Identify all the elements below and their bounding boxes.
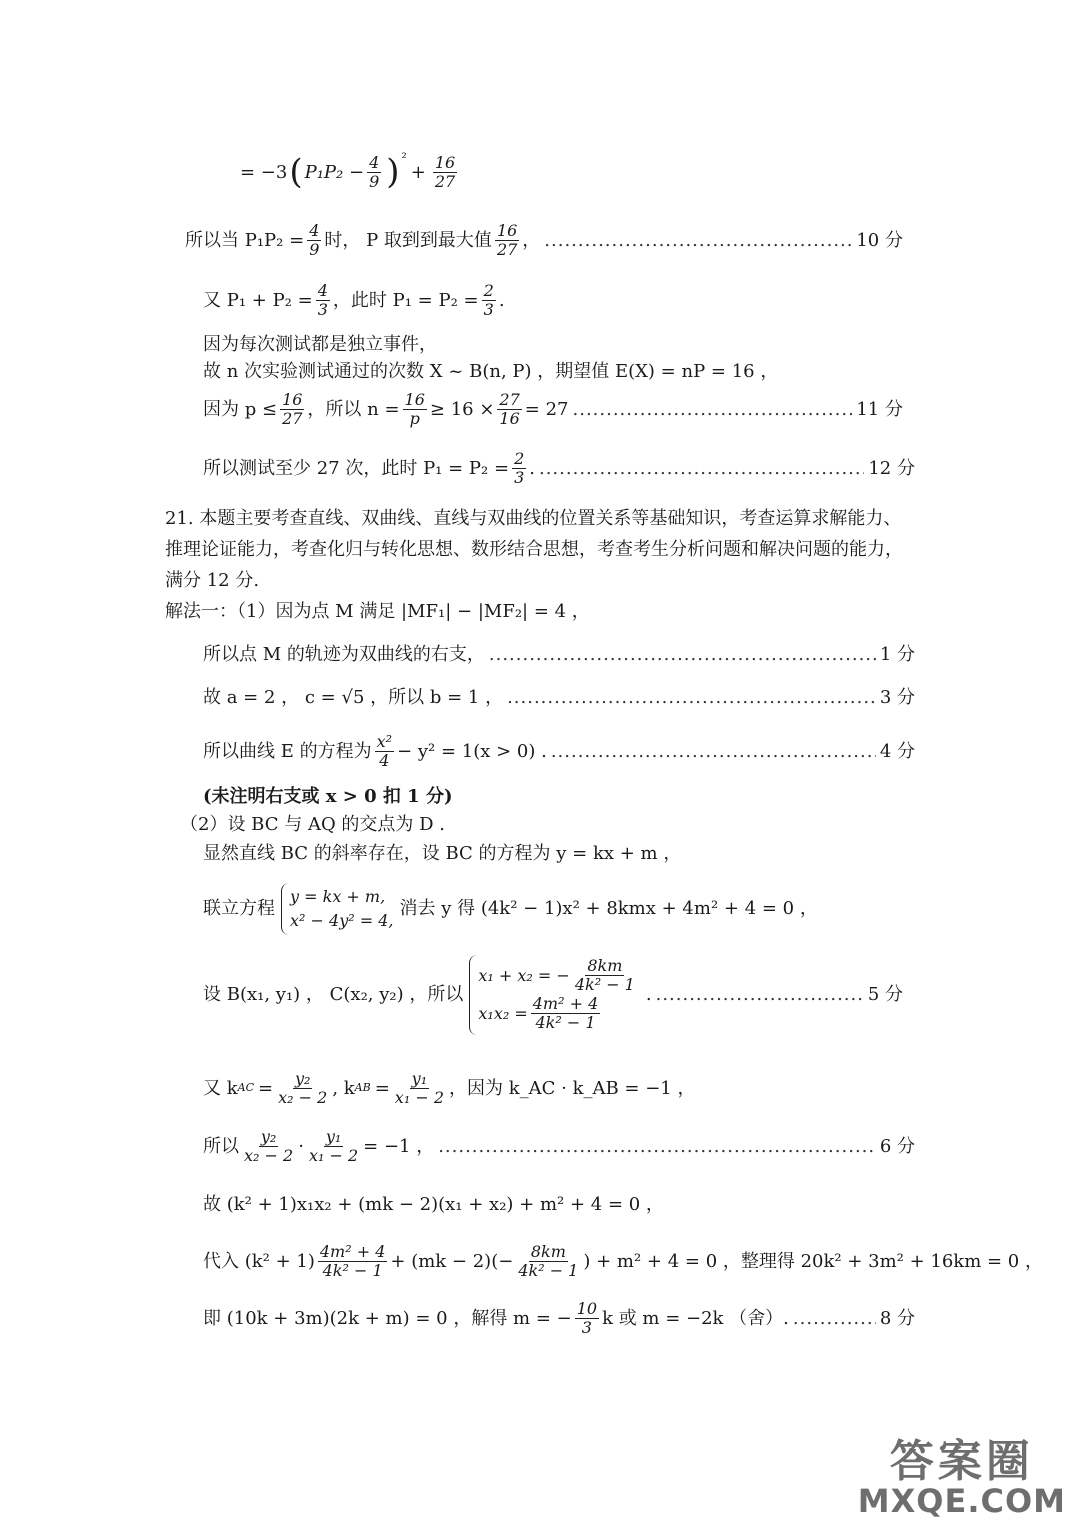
eq1-inner: P₁P₂ − (304, 161, 365, 183)
score-12: 12 分 (868, 457, 915, 479)
system-row-1: y = kx + m, (290, 887, 386, 906)
l6-text-a: 因为 p ≤ (203, 398, 278, 420)
watermark-logo (857, 1435, 1066, 1520)
l6-text-b: ，所以 n = (307, 398, 400, 420)
answer-line-4 (203, 733, 915, 771)
l12-text-b: − y² = 1(x > 0) . (397, 740, 547, 762)
l3-text-a: 又 P₁ + P₂ = (203, 289, 313, 311)
fraction-10-3: $\frac{10}{3}$ (576, 1299, 598, 1338)
deduction-note (203, 785, 453, 809)
equation-line-1 (240, 150, 460, 196)
dot-leader (793, 1307, 876, 1331)
fraction-2-3: $\frac{2}{3}$ (483, 281, 494, 320)
l2-text-c: ， (522, 229, 541, 251)
fraction-y1-b: $\frac{\text{y₁}}{\text{x₁ − 2}}$ (308, 1127, 359, 1166)
l10-text: 所以点 M 的轨迹为双曲线的右支， (203, 644, 485, 665)
dot-leader (539, 457, 864, 481)
equals: = (258, 1077, 274, 1099)
dot-operator: · (298, 1135, 304, 1157)
l17-text-a: 设 B(x₁, y₁) ， C(x₂, y₂) ，所以 (203, 983, 464, 1005)
sub-ab: AB (354, 1081, 371, 1095)
equation-system (281, 883, 394, 935)
sub-ac: AC (237, 1081, 255, 1095)
score-11: 11 分 (856, 398, 903, 420)
right-paren: ) (386, 152, 400, 192)
score-1: 1 分 (879, 644, 915, 665)
eq1-prefix: = −3 (240, 161, 288, 183)
fraction-y2: $\frac{\text{y₂}}{\text{x₂ − 2}}$ (278, 1069, 328, 1108)
answer-line-3 (203, 686, 915, 710)
fraction-16-27-c: $\frac{16}{27}$ (282, 390, 303, 429)
l21-text-a: 代入 (k² + 1) (203, 1250, 315, 1272)
l22-text-a: 即 (10k + 3m)(2k + m) = 0 ，解得 m = − (203, 1307, 572, 1329)
answer-line-1 (203, 643, 915, 667)
l21-text-c: ) + m² + 4 = 0 ，整理得 20k² + 3m² + 16km = 0 ， (583, 1250, 1043, 1272)
l12-text-a: 所以曲线 E 的方程为 (203, 740, 372, 762)
fraction-y1: $\frac{\text{y₁}}{\text{x₁ − 2}}$ (394, 1069, 444, 1108)
score-8: 8 分 (879, 1307, 915, 1329)
l3-text-b: ，此时 P₁ = P₂ = (332, 289, 479, 311)
l19-text-a: 所以 (203, 1135, 239, 1157)
left-paren: ( (289, 152, 303, 192)
system-row-2: x² − 4y² = 4, (290, 911, 394, 930)
l22-text-b: k 或 m = −2k （舍）. (602, 1307, 789, 1329)
l16-text-a: 联立方程 (203, 897, 275, 919)
problem-21-description (165, 503, 915, 596)
score-6: 6 分 (879, 1135, 915, 1157)
fraction-27-16: $\frac{27}{16}$ (499, 390, 520, 429)
dot-leader (489, 643, 876, 667)
slope-line (203, 842, 681, 866)
answer-line-6 (203, 1128, 915, 1166)
l7-text-b: . (529, 457, 535, 479)
slope-product-line (203, 1070, 695, 1108)
dot-leader (573, 398, 853, 422)
fraction-4-9: $\frac{4}{9}$ (369, 153, 380, 192)
dot-leader (544, 229, 852, 253)
expansion-line (203, 1193, 664, 1217)
watermark-bottom-text: MXQE.COM (857, 1481, 1066, 1520)
l7-text-a: 所以测试至少 27 次，此时 P₁ = P₂ = (203, 457, 510, 479)
part-two-header (180, 813, 445, 837)
l18-text-c: ，因为 k_AC · k_AB = −1 ， (449, 1077, 696, 1099)
fraction-y2-b: y₂ x₂ − 2 (244, 1127, 294, 1166)
fraction-4m2: 4m² + 4 4k² − 1 (319, 1242, 386, 1281)
dot-leader (507, 686, 876, 710)
l6-text-d: = 27 (524, 398, 569, 420)
fraction-2-3-b: $\frac{2}{3}$ (514, 449, 525, 488)
system-equation-line (203, 883, 818, 935)
l18-text-a: 又 k (203, 1077, 238, 1099)
score-4: 4 分 (879, 740, 915, 762)
equals-2: = (374, 1077, 390, 1099)
score-3: 3 分 (879, 687, 915, 708)
fraction-8km: $\frac{8km}{\text{4k² − 1}}$ (518, 1242, 579, 1281)
answer-line-5 (203, 955, 903, 1035)
fraction-4-9-b: $\frac{4}{9}$ (309, 221, 320, 260)
answer-line-12 (203, 450, 915, 488)
l6-text-c: ≥ 16 × (429, 398, 495, 420)
answer-line-10 (185, 222, 903, 260)
vieta-row-1: x₁ + x₂ = − $\frac{8km}{\text{4k² − 1}}$ (478, 956, 635, 995)
l21-text-b: + (mk − 2)(− (390, 1250, 514, 1272)
answer-line-8 (203, 1300, 915, 1338)
l14-text: （2）设 BC 与 AQ 的交点为 D . (180, 814, 446, 835)
answer-line-sum (203, 282, 505, 320)
plus-sign: + (410, 161, 426, 183)
l11-text: 故 a = 2 ， c = √5 ，所以 b = 1 ， (203, 687, 504, 708)
l9-text: 解法一：（1）因为点 M 满足 |MF₁| − |MF₂| = 4 ， (165, 601, 590, 622)
l17-text-b: . (645, 983, 652, 1005)
l18-text-b: , k (332, 1077, 355, 1099)
score-5: 5 分 (867, 983, 903, 1005)
square-exponent: ² (401, 151, 407, 167)
solution-one-header (165, 600, 590, 624)
l5-text: 故 n 次实验测试通过的次数 X ~ B(n, P) ，期望值 E(X) = nP = 16 ， (203, 361, 779, 382)
l15-text: 显然直线 BC 的斜率存在，设 BC 的方程为 y = kx + m ， (203, 843, 682, 864)
independent-events-line (203, 333, 437, 357)
l13-note: (未注明右支或 x > 0 扣 1 分) (203, 786, 453, 807)
vieta-row-2: x₁x₂ = $\frac{\text{4m² + 4}}{\text{4k² − 1}}$ (478, 993, 599, 1033)
fraction-4-3: $\frac{4}{3}$ (317, 281, 328, 320)
l2-text-a: 所以当 P₁P₂ = (185, 229, 305, 251)
dot-leader (551, 740, 876, 764)
l8-text: 21. 本题主要考查直线、双曲线、直线与双曲线的位置关系等基础知识，考查运算求解能力、推理论证能力，考查化归与转化思想、数形结合思想，考查考生分析问题和解决问题的能力，满分 12 分. (165, 508, 903, 591)
substitution-line (203, 1243, 1043, 1281)
fraction-16-27-b: 16 27 (496, 221, 518, 260)
watermark-top-text: 答案圈 (889, 1435, 1034, 1487)
l4-text: 因为每次测试都是独立事件， (203, 334, 437, 355)
l19-text-b: = −1 ， (363, 1135, 435, 1157)
vieta-system (469, 955, 639, 1035)
binomial-line (203, 360, 778, 384)
l2-text-b: 时， P 取到到最大值 (324, 229, 492, 251)
fraction-16-27: $\frac{16}{27}$ (434, 153, 456, 192)
answer-line-11 (203, 391, 903, 429)
l16-text-b: 消去 y 得 (4k² − 1)x² + 8kmx + 4m² + 4 = 0 ， (399, 897, 818, 919)
score-10: 10 分 (856, 229, 903, 251)
dot-leader (656, 983, 864, 1007)
fraction-x2-4: x² 4 (376, 732, 393, 771)
l20-text: 故 (k² + 1)x₁x₂ + (mk − 2)(x₁ + x₂) + m² + 4 = 0 ， (203, 1194, 664, 1215)
fraction-16-p: $\frac{16}{p}$ (404, 390, 425, 429)
dot-leader (438, 1135, 876, 1159)
l3-text-c: . (498, 289, 505, 311)
